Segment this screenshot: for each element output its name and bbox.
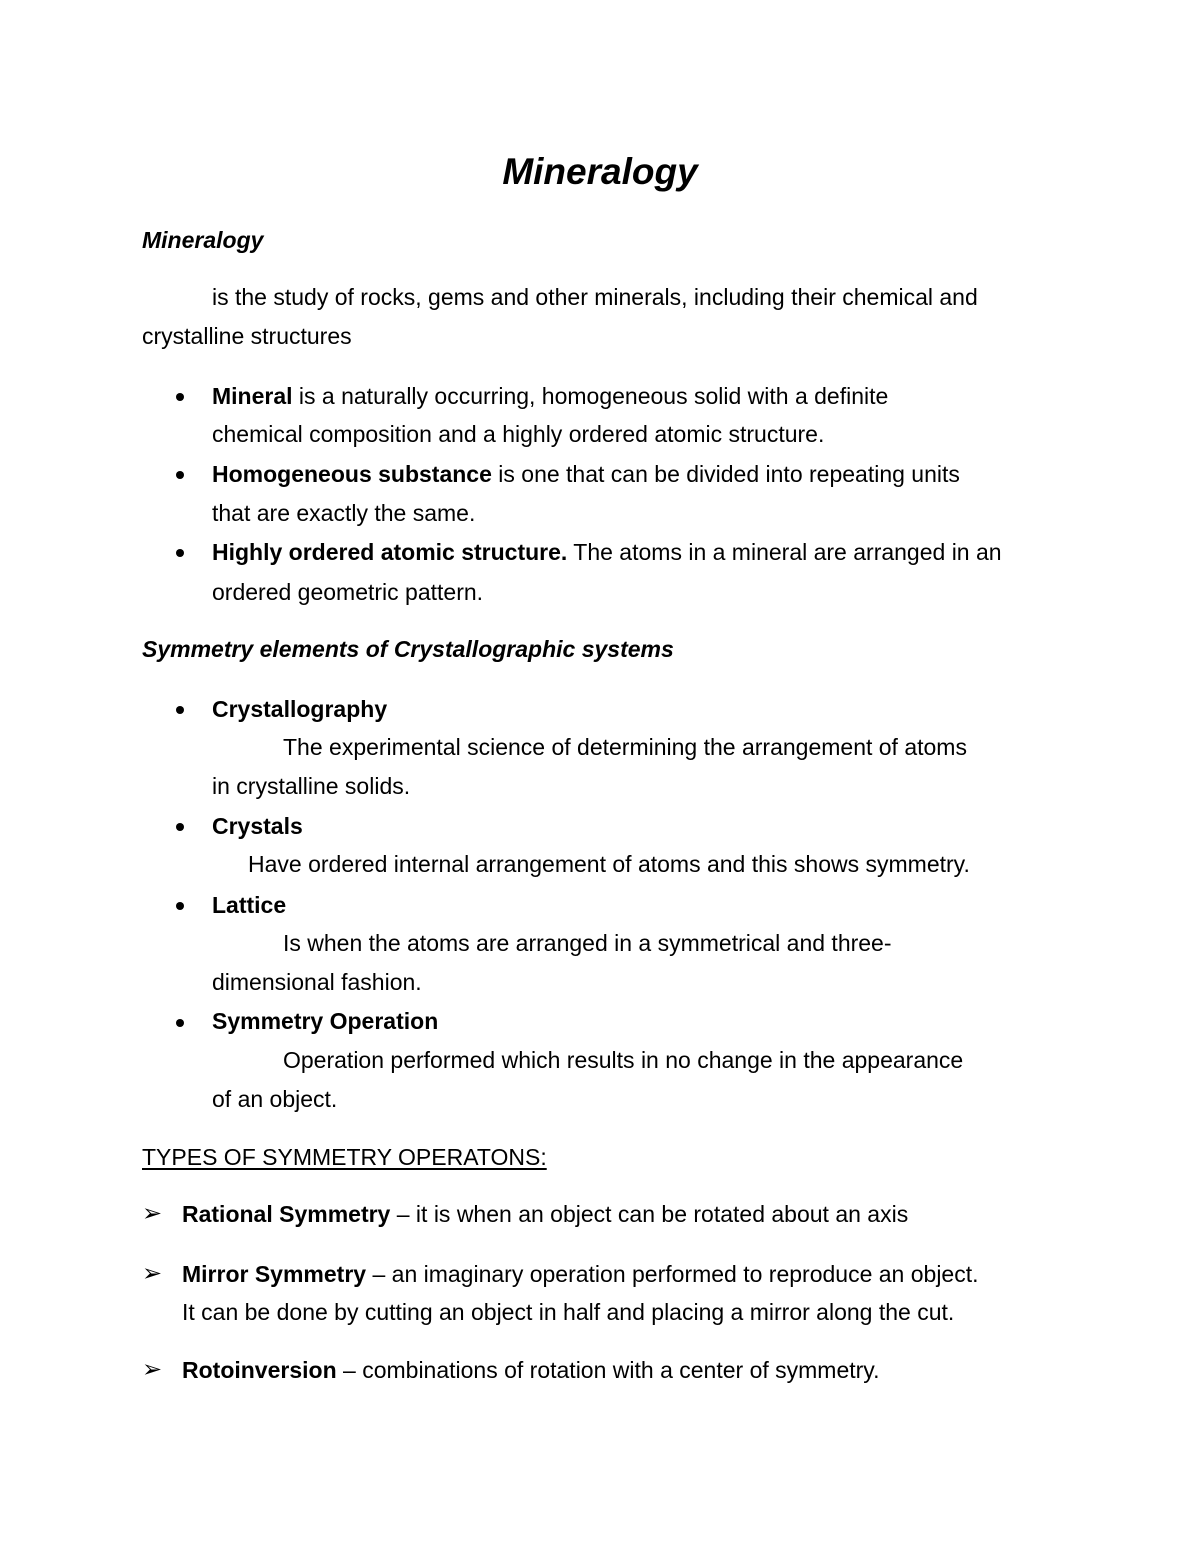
symmetry-element-text-line-2: dimensional fashion. <box>212 969 422 995</box>
symmetry-type-line-1 <box>182 1359 879 1382</box>
symmetry-type-line-1 <box>182 1263 979 1286</box>
symmetry-element-term: Crystals <box>212 813 303 839</box>
definition-term: Mineral <box>212 383 293 409</box>
symmetry-element-term: Lattice <box>212 892 287 918</box>
intro-heading: Mineralogy <box>142 227 264 253</box>
symmetry-element-text-line-1: Have ordered internal arrangement of atoms and this shows symmetry. <box>248 851 970 877</box>
definition-item-line-1 <box>212 463 960 486</box>
intro-text-line-2: crystalline structures <box>142 323 352 349</box>
arrow-bullet-icon: ➢ <box>142 1200 163 1227</box>
definition-text: is one that can be divided into repeating units <box>491 461 960 487</box>
bullet-icon <box>176 1019 184 1027</box>
symmetry-element-text-line-1: Is when the atoms are arranged in a symmetrical and three- <box>283 930 892 956</box>
symmetry-element-text-line-2: of an object. <box>212 1086 338 1112</box>
symmetry-section-heading: Symmetry elements of Crystallographic systems <box>142 636 674 662</box>
definition-text: The atoms in a mineral are arranged in an <box>567 539 1002 565</box>
symmetry-element-term: Symmetry Operation <box>212 1008 439 1034</box>
symmetry-type-term: Mirror Symmetry <box>182 1261 367 1287</box>
definition-term: Homogeneous substance <box>212 461 492 487</box>
symmetry-type-text: – it is when an object can be rotated about an axis <box>390 1201 909 1227</box>
definition-item-line-1 <box>212 541 1002 564</box>
arrow-bullet-icon: ➢ <box>142 1356 163 1383</box>
symmetry-type-term: Rotoinversion <box>182 1357 337 1383</box>
symmetry-element-text-line-1: The experimental science of determining the arrangement of atoms <box>283 734 967 760</box>
bullet-icon <box>176 471 184 479</box>
types-section-heading: TYPES OF SYMMETRY OPERATONS: <box>142 1144 547 1170</box>
symmetry-element-term: Crystallography <box>212 696 388 722</box>
symmetry-element-text-line-1: Operation performed which results in no change in the appearance <box>283 1047 964 1073</box>
intro-text-line-1: is the study of rocks, gems and other minerals, including their chemical and <box>212 284 978 310</box>
definition-text: is a naturally occurring, homogeneous solid with a definite <box>292 383 889 409</box>
definition-item-line-2: that are exactly the same. <box>212 500 476 526</box>
definition-item-line-2: ordered geometric pattern. <box>212 579 484 605</box>
page-title: Mineralogy <box>502 151 698 192</box>
arrow-bullet-icon: ➢ <box>142 1260 163 1287</box>
symmetry-type-line-1 <box>182 1203 908 1226</box>
bullet-icon <box>176 706 184 714</box>
definition-term: Highly ordered atomic structure. <box>212 539 568 565</box>
symmetry-type-line-2: It can be done by cutting an object in half and placing a mirror along the cut. <box>182 1299 955 1325</box>
bullet-icon <box>176 549 184 557</box>
symmetry-element-text-line-2: in crystalline solids. <box>212 773 411 799</box>
definition-item-line-2: chemical composition and a highly ordered atomic structure. <box>212 421 825 447</box>
bullet-icon <box>176 902 184 910</box>
bullet-icon <box>176 823 184 831</box>
symmetry-type-text: – combinations of rotation with a center of symmetry. <box>336 1357 880 1383</box>
symmetry-type-text: – an imaginary operation performed to reproduce an object. <box>366 1261 979 1287</box>
symmetry-type-term: Rational Symmetry <box>182 1201 391 1227</box>
definition-item-line-1 <box>212 385 888 408</box>
bullet-icon <box>176 393 184 401</box>
